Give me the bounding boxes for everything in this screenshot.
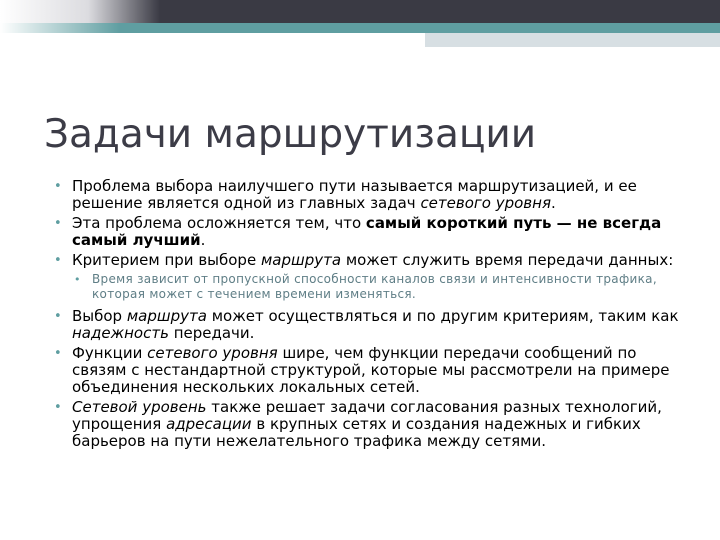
- header-light-bar: [425, 33, 720, 47]
- list-item: [54, 178, 684, 212]
- item-text: шире, чем функции передачи сообщений по связям с нестандартной структурой, которые мы рассмотрели на примере объединения нескольких локальных сетей.: [72, 344, 670, 396]
- bullet-icon: •: [54, 216, 62, 231]
- slide-title: Задачи маршрутизации: [44, 112, 537, 157]
- list-item: [54, 345, 684, 396]
- list-item: [54, 252, 684, 269]
- item-text: может осуществляться и по другим критериям, таким как: [206, 307, 679, 325]
- item-text-bold: самый короткий путь — не всегда самый лучший: [72, 214, 662, 249]
- list-item: [54, 308, 684, 342]
- header-dark-bar-fade: [0, 0, 160, 23]
- item-text: может служить время передачи данных:: [341, 251, 674, 269]
- item-text-italic: Сетевой уровень: [72, 398, 207, 416]
- item-text: Эта проблема осложняется тем, что: [72, 214, 366, 232]
- item-text: передачи.: [168, 324, 255, 342]
- header-teal-bar-fade: [0, 23, 120, 33]
- bullet-icon: •: [54, 253, 62, 268]
- item-text: Критерием при выборе: [72, 251, 261, 269]
- list-item: [54, 215, 684, 249]
- item-text: .: [200, 231, 206, 249]
- bullet-icon: •: [54, 179, 62, 194]
- item-text-italic: сетевого уровня: [420, 194, 551, 212]
- item-text: также решает задачи согласования разных технологий, упрощения: [72, 398, 662, 433]
- bullet-list: [54, 178, 684, 453]
- item-text: Выбор: [72, 307, 127, 325]
- item-text-italic: маршрута: [260, 251, 342, 269]
- list-item: [54, 399, 684, 450]
- item-text-italic: адресации: [166, 415, 252, 433]
- item-text: Функции: [72, 344, 148, 362]
- item-text-italic: сетевого уровня: [147, 344, 278, 362]
- bullet-icon: •: [54, 346, 62, 361]
- item-text-italic: маршрута: [126, 307, 207, 325]
- item-text: Проблема выбора наилучшего пути называется маршрутизацией, и ее решение является одной из главных задач: [72, 177, 637, 212]
- bullet-icon: •: [54, 309, 62, 324]
- item-text: в крупных сетях и создания надежных и гибких барьеров на пути нежелательного трафика между сетями.: [72, 415, 641, 450]
- sub-item-text: Время зависит от пропускной способности каналов связи и интенсивности трафика, которая может с течением времени изменяться.: [92, 272, 657, 301]
- bullet-icon: •: [54, 400, 62, 415]
- item-text: .: [550, 194, 556, 212]
- sub-list-item: [74, 272, 684, 302]
- bullet-icon: •: [74, 273, 81, 286]
- item-text-italic: надежность: [72, 324, 169, 342]
